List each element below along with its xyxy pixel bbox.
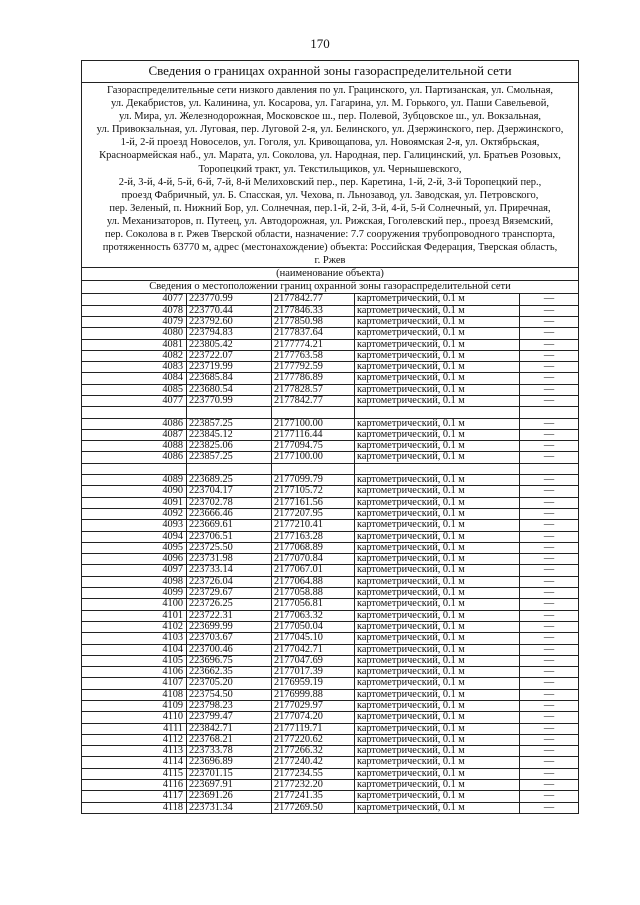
empty-cell: [272, 407, 355, 418]
group-separator-row: [82, 463, 578, 474]
coordinate-x: 223768.21: [187, 734, 272, 745]
determination-method: картометрический, 0.1 м: [355, 791, 520, 802]
coordinate-row: [82, 599, 578, 610]
point-number: 4116: [82, 780, 187, 791]
dash-mark: —: [520, 780, 579, 791]
determination-method: картометрический, 0.1 м: [355, 689, 520, 700]
coordinate-row: [82, 610, 578, 621]
dash-mark: —: [520, 350, 579, 361]
point-number: 4111: [82, 723, 187, 734]
dash-mark: —: [520, 429, 579, 440]
point-number: 4114: [82, 757, 187, 768]
coordinate-x: 223696.75: [187, 655, 272, 666]
coordinate-y: 2177074.20: [272, 712, 355, 723]
determination-method: картометрический, 0.1 м: [355, 712, 520, 723]
object-description: [82, 83, 578, 267]
coordinate-x: 223689.25: [187, 475, 272, 486]
description-line: ул. Механизаторов, п. Путеец, ул. Автодорожная, ул. Рижская, Гоголевский пер., проезд Вяземский,: [106, 215, 554, 227]
coordinate-row: [82, 294, 578, 305]
coordinate-y: 2177792.59: [272, 362, 355, 373]
coordinate-x: 223857.25: [187, 452, 272, 463]
point-number: 4101: [82, 610, 187, 621]
coordinate-x: 223722.31: [187, 610, 272, 621]
determination-method: картометрический, 0.1 м: [355, 701, 520, 712]
coordinate-row: [82, 520, 578, 531]
dash-mark: —: [520, 418, 579, 429]
dash-mark: —: [520, 441, 579, 452]
determination-method: картометрический, 0.1 м: [355, 599, 520, 610]
coordinate-row: [82, 701, 578, 712]
determination-method: картометрический, 0.1 м: [355, 418, 520, 429]
dash-mark: —: [520, 362, 579, 373]
coordinate-x: 223726.04: [187, 576, 272, 587]
coordinate-row: [82, 531, 578, 542]
dash-mark: —: [520, 373, 579, 384]
coordinate-x: 223704.17: [187, 486, 272, 497]
determination-method: картометрический, 0.1 м: [355, 768, 520, 779]
coordinate-x: 223685.84: [187, 373, 272, 384]
coordinate-y: 2177763.58: [272, 350, 355, 361]
coordinate-row: [82, 452, 578, 463]
coordinate-x: 223805.42: [187, 339, 272, 350]
page-number: 170: [310, 36, 330, 51]
coordinate-row: [82, 316, 578, 327]
determination-method: картометрический, 0.1 м: [355, 746, 520, 757]
coordinate-x: 223701.15: [187, 768, 272, 779]
dash-mark: —: [520, 734, 579, 745]
coordinate-y: 2177266.32: [272, 746, 355, 757]
coordinate-y: 2177161.56: [272, 497, 355, 508]
coordinate-row: [82, 621, 578, 632]
coordinate-y: 2177068.89: [272, 542, 355, 553]
determination-method: картометрический, 0.1 м: [355, 588, 520, 599]
coordinate-x: 223825.06: [187, 441, 272, 452]
coordinate-row: [82, 689, 578, 700]
coordinate-row: [82, 780, 578, 791]
point-number: 4084: [82, 373, 187, 384]
determination-method: картометрический, 0.1 м: [355, 486, 520, 497]
determination-method: картометрический, 0.1 м: [355, 542, 520, 553]
dash-mark: —: [520, 475, 579, 486]
empty-cell: [187, 463, 272, 474]
dash-mark: —: [520, 497, 579, 508]
point-number: 4091: [82, 497, 187, 508]
coordinate-y: 2177220.62: [272, 734, 355, 745]
coordinate-row: [82, 655, 578, 666]
group-separator-row: [82, 407, 578, 418]
point-number: 4102: [82, 621, 187, 632]
determination-method: картометрический, 0.1 м: [355, 395, 520, 406]
coordinate-y: 2177241.35: [272, 791, 355, 802]
point-number: 4117: [82, 791, 187, 802]
determination-method: картометрический, 0.1 м: [355, 373, 520, 384]
coordinate-y: 2177067.01: [272, 565, 355, 576]
coordinate-row: [82, 678, 578, 689]
empty-cell: [355, 463, 520, 474]
determination-method: картометрический, 0.1 м: [355, 339, 520, 350]
coordinate-x: 223857.25: [187, 418, 272, 429]
point-number: 4113: [82, 746, 187, 757]
dash-mark: —: [520, 486, 579, 497]
description-line: ул. Мира, ул. Железнодорожная, Московское ш., пер. Полевой, Зубцовское ш., ул. Вокзальная,: [118, 111, 542, 123]
coordinate-x: 223726.25: [187, 599, 272, 610]
determination-method: картометрический, 0.1 м: [355, 531, 520, 542]
dash-mark: —: [520, 520, 579, 531]
coordinates-table: [82, 294, 578, 813]
coordinate-x: 223691.26: [187, 791, 272, 802]
coordinate-row: [82, 384, 578, 395]
determination-method: картометрический, 0.1 м: [355, 328, 520, 339]
empty-cell: [82, 407, 187, 418]
determination-method: картометрический, 0.1 м: [355, 655, 520, 666]
coordinate-y: 2177846.33: [272, 305, 355, 316]
coordinate-y: 2177837.64: [272, 328, 355, 339]
coordinate-y: 2177064.88: [272, 576, 355, 587]
coordinate-y: 2177786.89: [272, 373, 355, 384]
coordinate-x: 223733.14: [187, 565, 272, 576]
dash-mark: —: [520, 554, 579, 565]
coordinate-row: [82, 746, 578, 757]
point-number: 4077: [82, 294, 187, 305]
point-number: 4098: [82, 576, 187, 587]
coordinate-y: 2177063.32: [272, 610, 355, 621]
location-header: Сведения о местоположении границ охранной зоны газораспределительной сети: [82, 280, 578, 294]
coordinate-row: [82, 554, 578, 565]
coordinate-y: 2177050.04: [272, 621, 355, 632]
description-line: г. Ржев: [314, 255, 346, 267]
coordinate-x: 223733.78: [187, 746, 272, 757]
coordinate-y: 2177056.81: [272, 599, 355, 610]
point-number: 4081: [82, 339, 187, 350]
coordinate-x: 223770.44: [187, 305, 272, 316]
empty-cell: [520, 463, 579, 474]
description-line: Торопецкий тракт, ул. Текстильщиков, ул. Чернышевского,: [198, 163, 462, 175]
dash-mark: —: [520, 621, 579, 632]
determination-method: картометрический, 0.1 м: [355, 621, 520, 632]
empty-cell: [82, 463, 187, 474]
empty-cell: [355, 407, 520, 418]
dash-mark: —: [520, 644, 579, 655]
coordinate-y: 2177850.98: [272, 316, 355, 327]
dash-mark: —: [520, 757, 579, 768]
description-line: пер. Зеленый, п. Нижний Бор, ул. Солнечная, пер.1-й, 2-й, 3-й, 4-й, 5-й Солнечный, ул. Приречная,: [109, 202, 551, 214]
dash-mark: —: [520, 599, 579, 610]
point-number: 4086: [82, 452, 187, 463]
determination-method: картометрический, 0.1 м: [355, 678, 520, 689]
determination-method: картометрический, 0.1 м: [355, 520, 520, 531]
point-number: 4112: [82, 734, 187, 745]
coordinate-x: 223794.83: [187, 328, 272, 339]
coordinate-row: [82, 373, 578, 384]
description-line: Красноармейская наб., ул. Марата, ул. Соколова, ул. Народная, пер. Галицинский, ул. Братьев Розовых,: [99, 150, 561, 162]
coordinate-x: 223842.71: [187, 723, 272, 734]
coordinate-y: 2177234.55: [272, 768, 355, 779]
coordinate-x: 223731.34: [187, 802, 272, 813]
coordinate-y: 2177828.57: [272, 384, 355, 395]
coordinate-row: [82, 712, 578, 723]
determination-method: картометрический, 0.1 м: [355, 497, 520, 508]
dash-mark: —: [520, 655, 579, 666]
dash-mark: —: [520, 565, 579, 576]
determination-method: картометрический, 0.1 м: [355, 294, 520, 305]
coordinate-x: 223662.35: [187, 667, 272, 678]
coordinate-row: [82, 362, 578, 373]
point-number: 4089: [82, 475, 187, 486]
determination-method: картометрический, 0.1 м: [355, 452, 520, 463]
point-number: 4092: [82, 508, 187, 519]
coordinate-x: 223719.99: [187, 362, 272, 373]
coordinate-y: 2177047.69: [272, 655, 355, 666]
coordinate-row: [82, 576, 578, 587]
point-number: 4077: [82, 395, 187, 406]
determination-method: картометрический, 0.1 м: [355, 475, 520, 486]
description-line: проезд Фабричный, ул. Б. Спасская, ул. Чехова, п. Льнозавод, ул. Заводская, ул. Петровского,: [121, 189, 539, 201]
determination-method: картометрический, 0.1 м: [355, 508, 520, 519]
determination-method: картометрический, 0.1 м: [355, 734, 520, 745]
coordinate-row: [82, 723, 578, 734]
coordinate-y: 2177029.97: [272, 701, 355, 712]
dash-mark: —: [520, 633, 579, 644]
point-number: 4082: [82, 350, 187, 361]
coordinate-x: 223729.67: [187, 588, 272, 599]
coordinate-row: [82, 588, 578, 599]
point-number: 4096: [82, 554, 187, 565]
coordinate-row: [82, 418, 578, 429]
coordinate-row: [82, 497, 578, 508]
coordinate-row: [82, 328, 578, 339]
dash-mark: —: [520, 723, 579, 734]
coordinate-row: [82, 339, 578, 350]
point-number: 4087: [82, 429, 187, 440]
determination-method: картометрический, 0.1 м: [355, 305, 520, 316]
coordinate-y: 2177100.00: [272, 452, 355, 463]
coordinate-row: [82, 633, 578, 644]
coordinate-row: [82, 768, 578, 779]
dash-mark: —: [520, 339, 579, 350]
description-line: Газораспределительные сети низкого давления по ул. Грацинского, ул. Партизанская, ул. Смольная,: [106, 85, 554, 96]
coordinate-row: [82, 305, 578, 316]
coordinate-x: 223731.98: [187, 554, 272, 565]
coordinate-y: 2177774.21: [272, 339, 355, 350]
coordinate-y: 2177017.39: [272, 667, 355, 678]
coordinate-x: 223770.99: [187, 395, 272, 406]
coordinate-y: 2177842.77: [272, 294, 355, 305]
description-line: ул. Привокзальная, ул. Луговая, пер. Луговой 2-я, ул. Белинского, ул. Дзержинского, пер. Дзержинского,: [96, 124, 564, 136]
object-name-label: (наименование объекта): [82, 267, 578, 280]
coordinate-x: 223799.47: [187, 712, 272, 723]
empty-cell: [520, 407, 579, 418]
coordinate-y: 2176959.19: [272, 678, 355, 689]
coordinate-y: 2177116.44: [272, 429, 355, 440]
point-number: 4104: [82, 644, 187, 655]
dash-mark: —: [520, 610, 579, 621]
coordinate-x: 223702.78: [187, 497, 272, 508]
coordinate-x: 223725.50: [187, 542, 272, 553]
coordinate-row: [82, 429, 578, 440]
point-number: 4118: [82, 802, 187, 813]
determination-method: картометрический, 0.1 м: [355, 644, 520, 655]
coordinate-x: 223666.46: [187, 508, 272, 519]
point-number: 4110: [82, 712, 187, 723]
point-number: 4095: [82, 542, 187, 553]
dash-mark: —: [520, 701, 579, 712]
determination-method: картометрический, 0.1 м: [355, 350, 520, 361]
coordinate-row: [82, 350, 578, 361]
boundary-document: [81, 60, 579, 814]
point-number: 4115: [82, 768, 187, 779]
description-line: ул. Декабристов, ул. Калинина, ул. Косарова, ул. Гагарина, ул. М. Горького, ул. Паши Савельевой,: [110, 98, 549, 110]
dash-mark: —: [520, 689, 579, 700]
coordinate-row: [82, 802, 578, 813]
determination-method: картометрический, 0.1 м: [355, 610, 520, 621]
coordinate-y: 2177058.88: [272, 588, 355, 599]
coordinate-x: 223706.51: [187, 531, 272, 542]
dash-mark: —: [520, 508, 579, 519]
determination-method: картометрический, 0.1 м: [355, 723, 520, 734]
point-number: 4088: [82, 441, 187, 452]
point-number: 4080: [82, 328, 187, 339]
determination-method: картометрический, 0.1 м: [355, 576, 520, 587]
dash-mark: —: [520, 542, 579, 553]
point-number: 4097: [82, 565, 187, 576]
determination-method: картометрический, 0.1 м: [355, 554, 520, 565]
dash-mark: —: [520, 531, 579, 542]
coordinate-x: 223754.50: [187, 689, 272, 700]
coordinate-y: 2177099.79: [272, 475, 355, 486]
coordinate-row: [82, 508, 578, 519]
coordinate-row: [82, 486, 578, 497]
determination-method: картометрический, 0.1 м: [355, 757, 520, 768]
dash-mark: —: [520, 791, 579, 802]
coordinate-x: 223697.91: [187, 780, 272, 791]
coordinate-row: [82, 644, 578, 655]
coordinate-y: 2177105.72: [272, 486, 355, 497]
coordinate-row: [82, 395, 578, 406]
document-title: Сведения о границах охранной зоны газораспределительной сети: [82, 61, 578, 83]
coordinate-x: 223845.12: [187, 429, 272, 440]
point-number: 4106: [82, 667, 187, 678]
dash-mark: —: [520, 588, 579, 599]
coordinate-y: 2177119.71: [272, 723, 355, 734]
empty-cell: [187, 407, 272, 418]
coordinate-y: 2177045.10: [272, 633, 355, 644]
dash-mark: —: [520, 576, 579, 587]
coordinate-row: [82, 791, 578, 802]
empty-cell: [272, 463, 355, 474]
dash-mark: —: [520, 328, 579, 339]
dash-mark: —: [520, 746, 579, 757]
dash-mark: —: [520, 452, 579, 463]
coordinate-row: [82, 475, 578, 486]
point-number: 4109: [82, 701, 187, 712]
point-number: 4079: [82, 316, 187, 327]
description-line: протяженность 63770 м, адрес (местонахождение) объекта: Российская Федерация, Тверская область,: [102, 242, 558, 254]
coordinate-row: [82, 542, 578, 553]
dash-mark: —: [543, 802, 555, 813]
point-number: 4108: [82, 689, 187, 700]
point-number: 4083: [82, 362, 187, 373]
dash-mark: —: [520, 678, 579, 689]
coordinate-x: 223700.46: [187, 644, 272, 655]
dash-mark: —: [520, 395, 579, 406]
determination-method: картометрический, 0.1 м: [355, 362, 520, 373]
point-number: 4086: [82, 418, 187, 429]
coordinate-y: 2177842.77: [272, 395, 355, 406]
coordinate-x: 223696.89: [187, 757, 272, 768]
coordinate-y: 2177100.00: [272, 418, 355, 429]
dash-mark: —: [520, 294, 579, 305]
dash-mark: —: [520, 316, 579, 327]
coordinate-x: 223699.99: [187, 621, 272, 632]
coordinate-x: 223770.99: [187, 294, 272, 305]
point-number: 4093: [82, 520, 187, 531]
point-number: 4078: [82, 305, 187, 316]
determination-method: картометрический, 0.1 м: [355, 565, 520, 576]
determination-method: картометрический, 0.1 м: [355, 802, 520, 813]
coordinate-row: [82, 734, 578, 745]
determination-method: картометрический, 0.1 м: [355, 780, 520, 791]
determination-method: картометрический, 0.1 м: [355, 667, 520, 678]
coordinate-y: 2177163.28: [272, 531, 355, 542]
dash-mark: —: [520, 384, 579, 395]
coordinate-y: 2177240.42: [272, 757, 355, 768]
dash-mark: —: [520, 667, 579, 678]
coordinate-y: 2177269.50: [272, 802, 355, 813]
point-number: 4100: [82, 599, 187, 610]
coordinate-x: 223798.23: [187, 701, 272, 712]
coordinate-x: 223792.60: [187, 316, 272, 327]
determination-method: картометрический, 0.1 м: [355, 384, 520, 395]
coordinate-y: 2177094.75: [272, 441, 355, 452]
coordinate-x: 223703.67: [187, 633, 272, 644]
determination-method: картометрический, 0.1 м: [355, 429, 520, 440]
point-number: 4094: [82, 531, 187, 542]
coordinate-y: 2177042.71: [272, 644, 355, 655]
coordinate-row: [82, 757, 578, 768]
determination-method: картометрический, 0.1 м: [355, 316, 520, 327]
coordinate-y: 2177207.95: [272, 508, 355, 519]
point-number: 4085: [82, 384, 187, 395]
description-line: 2-й, 3-й, 4-й, 5-й, 6-й, 7-й, 8-й Мелиховский пер., пер. Каретина, 1-й, 2-й, 3-й Торопецкий пер.,: [118, 176, 542, 188]
determination-method: картометрический, 0.1 м: [355, 633, 520, 644]
coordinate-y: 2176999.88: [272, 689, 355, 700]
coordinate-row: [82, 441, 578, 452]
point-number: 4107: [82, 678, 187, 689]
coordinate-x: 223669.61: [187, 520, 272, 531]
coordinate-x: 223705.20: [187, 678, 272, 689]
dash-mark: —: [520, 768, 579, 779]
point-number: 4090: [82, 486, 187, 497]
description-line: пер. Соколова в г. Ржев Тверской области, назначение: 7.7 сооружения трубопроводного транспорта,: [104, 229, 555, 241]
coordinate-y: 2177210.41: [272, 520, 355, 531]
coordinate-row: [82, 565, 578, 576]
determination-method: картометрический, 0.1 м: [355, 441, 520, 452]
point-number: 4103: [82, 633, 187, 644]
point-number: 4099: [82, 588, 187, 599]
dash-mark: —: [520, 712, 579, 723]
coordinate-row: [82, 667, 578, 678]
coordinate-x: 223680.54: [187, 384, 272, 395]
point-number: 4105: [82, 655, 187, 666]
dash-mark: —: [520, 305, 579, 316]
coordinate-y: 2177232.20: [272, 780, 355, 791]
coordinate-x: 223722.07: [187, 350, 272, 361]
coordinate-y: 2177070.84: [272, 554, 355, 565]
description-line: 1-й, 2-й проезд Новоселов, ул. Гоголя, ул. Кривощапова, ул. Новоямская 2-я, ул. Октябрьская,: [120, 137, 540, 149]
